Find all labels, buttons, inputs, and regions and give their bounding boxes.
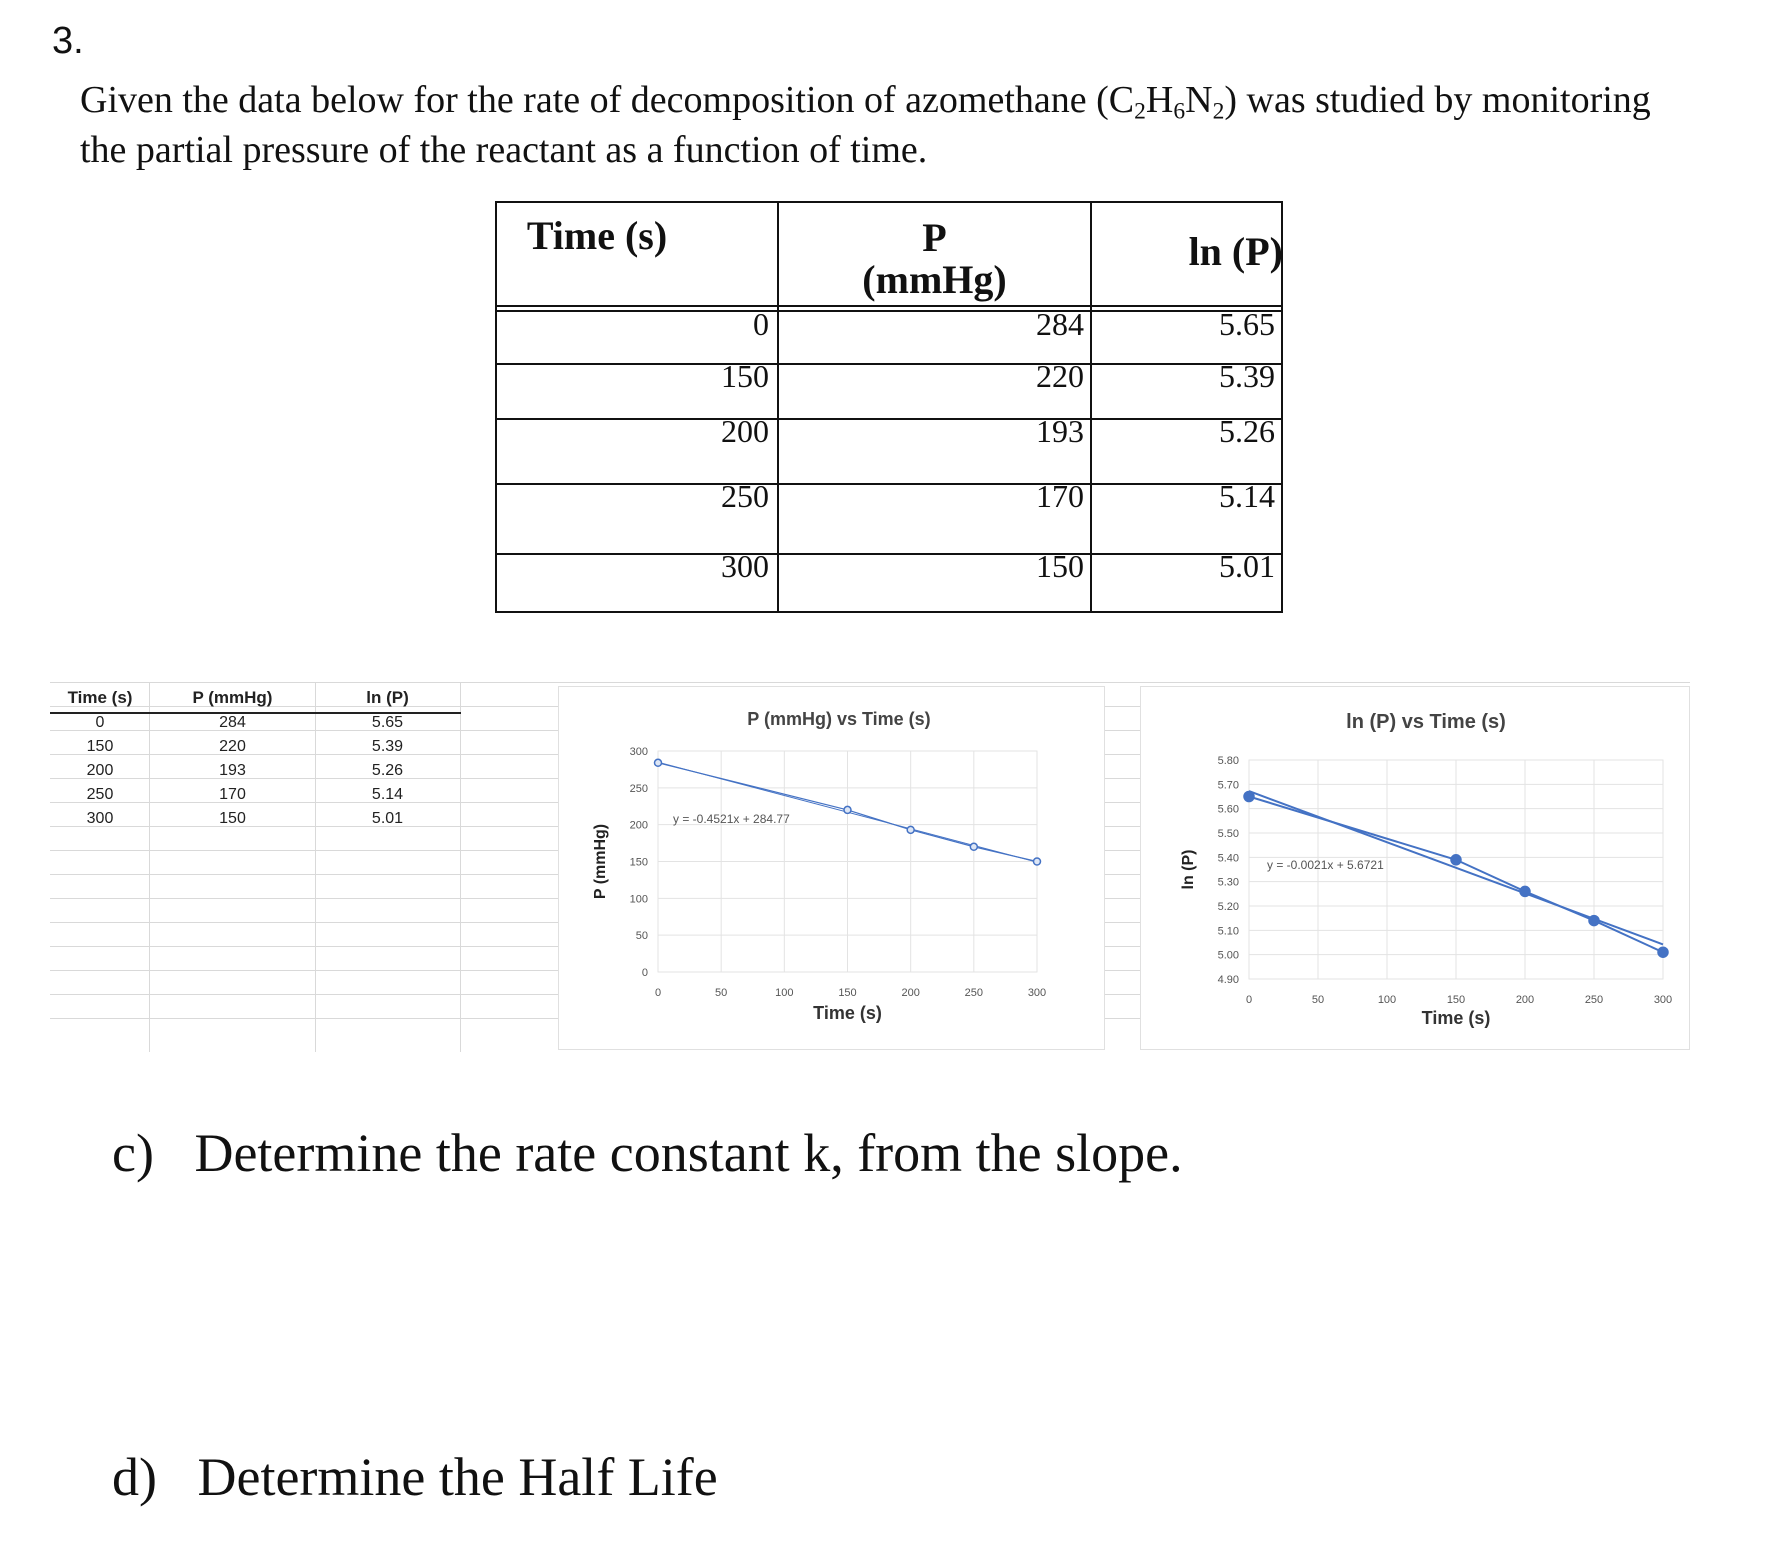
sheet-cell: 5.01 bbox=[371, 810, 404, 827]
header-time: Time (s) bbox=[526, 213, 668, 258]
table-cell: 300 bbox=[721, 548, 769, 584]
y-tick-label: 150 bbox=[629, 856, 648, 869]
x-tick-label: 0 bbox=[654, 987, 662, 999]
y-axis-label: ln (P) bbox=[1180, 849, 1197, 890]
y-tick-label: 50 bbox=[635, 930, 648, 943]
data-point bbox=[907, 826, 914, 833]
trendline-equation: y = -0.4521x + 284.77 bbox=[673, 812, 790, 826]
table-cell: 250 bbox=[721, 478, 769, 514]
data-point bbox=[1451, 855, 1461, 865]
data-point bbox=[1034, 858, 1041, 865]
table-cell: 150 bbox=[721, 358, 769, 394]
y-tick-label: 5.60 bbox=[1217, 803, 1239, 816]
x-tick-label: 150 bbox=[1446, 994, 1466, 1006]
sheet-cell: 200 bbox=[86, 762, 114, 779]
x-tick-label: 100 bbox=[775, 987, 794, 999]
chart-lnp-svg bbox=[1141, 687, 1689, 1049]
x-tick-label: 0 bbox=[1245, 994, 1253, 1006]
data-point bbox=[655, 759, 662, 766]
sheet-cell: 284 bbox=[219, 714, 246, 731]
y-tick-label: 5.10 bbox=[1217, 925, 1239, 938]
data-table bbox=[495, 201, 1283, 613]
y-axis-label: P (mmHg) bbox=[592, 823, 609, 900]
data-point bbox=[970, 843, 977, 850]
chart-title: ln (P) vs Time (s) bbox=[1346, 711, 1506, 733]
table-cell: 193 bbox=[1036, 413, 1084, 449]
y-tick-label: 5.40 bbox=[1217, 852, 1239, 865]
table-cell: 5.39 bbox=[1219, 358, 1275, 394]
sheet-cell: 170 bbox=[219, 786, 246, 803]
sheet-header-p: P (mmHg) bbox=[192, 688, 273, 707]
y-tick-label: 5.70 bbox=[1217, 779, 1239, 792]
x-tick-label: 300 bbox=[1653, 994, 1673, 1006]
x-tick-label: 300 bbox=[1027, 987, 1047, 999]
y-tick-label: 5.30 bbox=[1217, 876, 1239, 889]
sheet-cell: 250 bbox=[86, 786, 114, 803]
x-axis-label: Time (s) bbox=[1421, 1008, 1491, 1028]
sheet-cell: 5.39 bbox=[371, 738, 404, 755]
y-tick-label: 0 bbox=[641, 967, 648, 979]
x-tick-label: 100 bbox=[1377, 994, 1397, 1006]
data-point bbox=[1658, 947, 1668, 957]
data-point bbox=[1244, 792, 1254, 802]
question-c: c) Determine the rate constant k, from the slope. bbox=[112, 1123, 1183, 1183]
header-p: P (mmHg) bbox=[862, 215, 1007, 302]
chart-pressure-svg bbox=[559, 687, 1104, 1049]
y-tick-label: 5.80 bbox=[1217, 755, 1239, 767]
question-d: d) Determine the Half Life bbox=[112, 1447, 718, 1507]
y-tick-label: 5.20 bbox=[1217, 901, 1239, 913]
y-tick-label: 100 bbox=[629, 893, 648, 906]
chart-pressure-vs-time bbox=[558, 686, 1105, 1050]
data-point bbox=[844, 806, 851, 813]
sheet-cell: 193 bbox=[219, 762, 246, 779]
y-tick-label: 200 bbox=[629, 819, 648, 832]
data-point bbox=[1520, 886, 1530, 896]
sheet-cell: 150 bbox=[219, 810, 246, 827]
sheet-cell: 300 bbox=[86, 810, 114, 827]
sheet-cell: 5.26 bbox=[371, 762, 404, 779]
table-cell: 284 bbox=[1036, 306, 1084, 342]
y-tick-label: 5.50 bbox=[1217, 828, 1239, 840]
table-cell: 5.14 bbox=[1219, 478, 1275, 514]
y-tick-label: 250 bbox=[629, 782, 648, 795]
x-tick-label: 200 bbox=[901, 987, 920, 999]
sheet-header-time: Time (s) bbox=[67, 688, 133, 707]
header-lnp: ln (P) bbox=[1188, 229, 1283, 274]
y-tick-label: 5.00 bbox=[1217, 949, 1239, 962]
x-tick-label: 50 bbox=[1311, 994, 1325, 1006]
table-cell: 150 bbox=[1036, 548, 1084, 584]
table-cell: 200 bbox=[721, 413, 769, 449]
x-tick-label: 50 bbox=[715, 987, 728, 999]
y-tick-label: 4.90 bbox=[1217, 974, 1239, 986]
intro-line-2: the partial pressure of the reactant as a function of time. bbox=[80, 129, 928, 171]
sheet-header-lnp: ln (P) bbox=[366, 688, 409, 707]
data-point bbox=[1589, 916, 1599, 926]
table-cell: 5.01 bbox=[1219, 548, 1275, 584]
x-tick-label: 250 bbox=[964, 987, 984, 999]
sheet-cell: 5.65 bbox=[371, 714, 404, 731]
sheet-cell: 5.14 bbox=[371, 786, 404, 803]
chart-lnp-vs-time bbox=[1140, 686, 1690, 1050]
table-cell: 5.26 bbox=[1219, 413, 1275, 449]
sheet-cell: 0 bbox=[95, 714, 105, 731]
sheet-cell: 150 bbox=[86, 738, 114, 755]
sheet-cell: 220 bbox=[219, 738, 246, 755]
table-cell: 0 bbox=[753, 306, 769, 342]
table-cell: 170 bbox=[1036, 478, 1084, 514]
table-cell: 5.65 bbox=[1219, 306, 1275, 342]
intro-line-1: Given the data below for the rate of decomposition of azomethane $(C_2H_6N_2)$ was studied by monitoring bbox=[80, 79, 1651, 125]
x-tick-label: 200 bbox=[1515, 994, 1535, 1006]
x-tick-label: 250 bbox=[1584, 994, 1604, 1006]
x-axis-label: Time (s) bbox=[813, 1003, 882, 1023]
table-cell: 220 bbox=[1036, 358, 1084, 394]
question-number: 3. bbox=[52, 20, 84, 62]
trendline-equation: y = -0.0021x + 5.6721 bbox=[1267, 858, 1384, 872]
y-tick-label: 300 bbox=[629, 746, 648, 758]
x-tick-label: 150 bbox=[838, 987, 857, 999]
chart-title: P (mmHg) vs Time (s) bbox=[747, 709, 931, 729]
